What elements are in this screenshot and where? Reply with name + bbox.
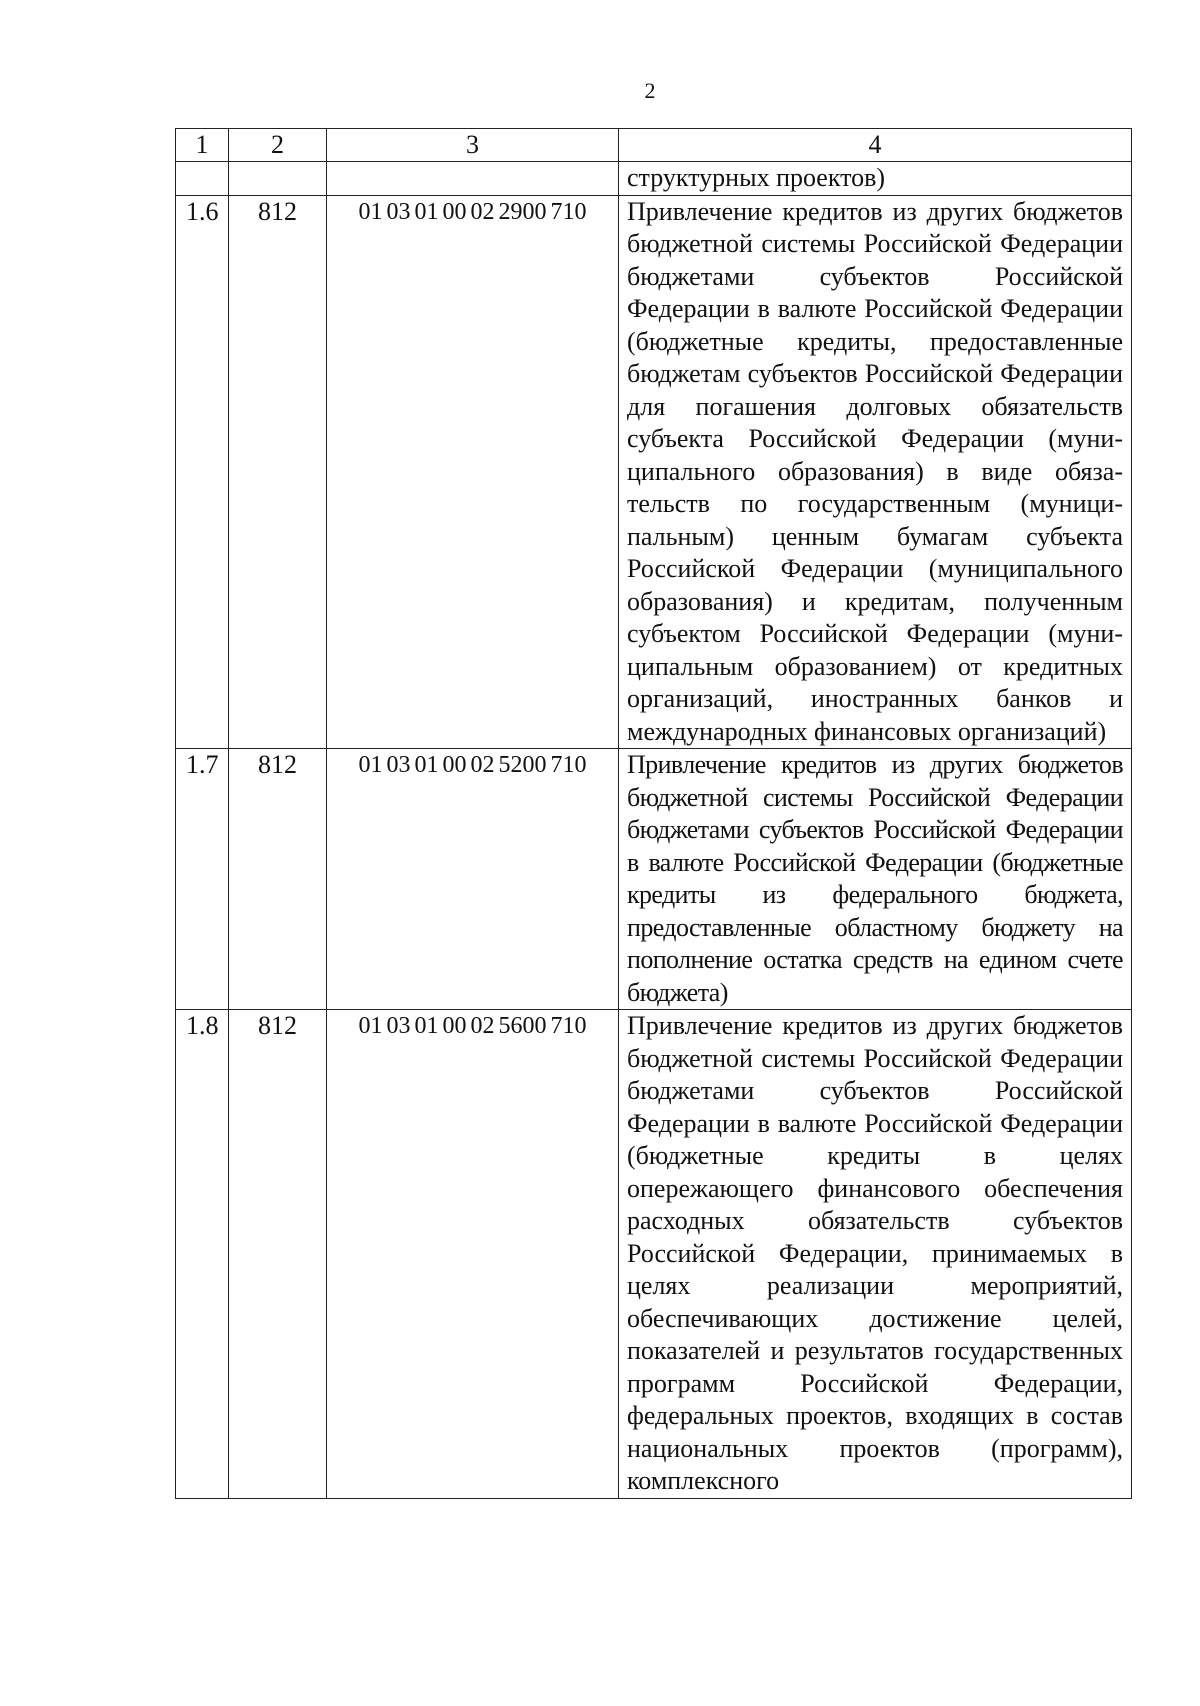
- column-header-3: 3: [327, 129, 619, 162]
- column-header-4: 4: [619, 129, 1132, 162]
- row-description: Привлечение кредитов из других бюджетов бюджетной системы Российской Федерации бюджетами субъектов Российской Федерации в валюте Российской Федерации (бюджетные кредиты в целях опережающего финансового обеспечения расходных обязательств субъектов Российской Федерации, принимаемых в целях реализации мероприятий, обеспечивающих достижение целей, показателей и результатов государственных программ Российской Федерации, федеральных проектов, входящих в состав национальных проектов (программ), комплексного: [619, 1010, 1132, 1499]
- budget-classification-code: 01 03 01 00 02 5200 710: [327, 749, 619, 1010]
- page-number: 2: [644, 78, 656, 103]
- row-description: Привлечение кредитов из других бюджетов бюджетной системы Российской Федерации бюджетами субъектов Российской Федерации в валюте Российской Федерации (бюджетные кредиты, предоставленные бюджетам субъектов Российской Федерации для погашения долговых обязательств субъекта Российской Федерации (муниципального образования) в виде обязательств по государственным (муниципальным) ценным бумагам субъекта Российской Федерации (муниципального образования) и кредитам, полученным субъектом Российской Федерации (муниципальным образованием) от кредитных организаций, иностранных банков и международных финансовых организаций): [619, 195, 1132, 749]
- empty-cell: [176, 162, 229, 196]
- table-header-row: [176, 129, 1132, 162]
- row-number: 1.7: [176, 749, 229, 1010]
- column-header-2: 2: [229, 129, 327, 162]
- admin-code: 812: [229, 195, 327, 749]
- column-header-1: 1: [176, 129, 229, 162]
- empty-cell: [229, 162, 327, 196]
- budget-classification-code: 01 03 01 00 02 5600 710: [327, 1010, 619, 1499]
- row-description: Привлечение кредитов из других бюджетов бюджетной системы Российской Федерации бюджетами субъектов Российской Федерации в валюте Российской Федерации (бюджетные кредиты из федерального бюджета, предоставленные областному бюджету на пополнение остатка средств на едином счете бюджета): [619, 749, 1132, 1010]
- empty-cell: [327, 162, 619, 196]
- budget-classification-code: 01 03 01 00 02 2900 710: [327, 195, 619, 749]
- table-row: [176, 1010, 1132, 1499]
- table-row: [176, 749, 1132, 1010]
- table-row: [176, 195, 1132, 749]
- budget-classification-table: [175, 128, 1132, 1499]
- row-number: 1.6: [176, 195, 229, 749]
- continuation-text: структурных проектов): [619, 162, 1132, 196]
- continuation-row: [176, 162, 1132, 196]
- admin-code: 812: [229, 749, 327, 1010]
- row-number: 1.8: [176, 1010, 229, 1499]
- admin-code: 812: [229, 1010, 327, 1499]
